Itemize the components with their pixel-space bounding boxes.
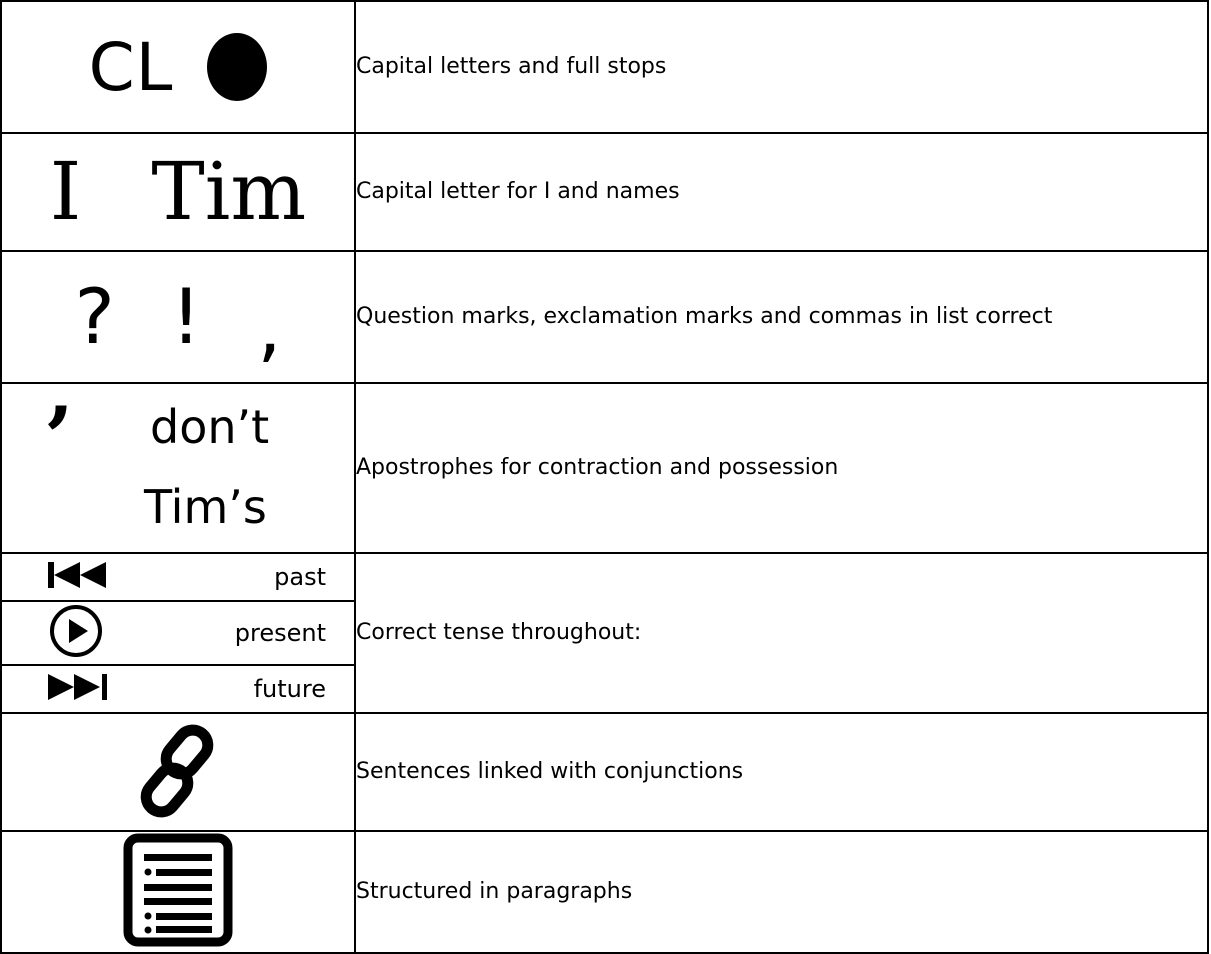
- icon-cell: [1, 1, 355, 133]
- skip-forward-icon: [48, 672, 114, 706]
- play-circle-icon: [48, 603, 104, 663]
- possession-example: Tim’s: [144, 480, 267, 534]
- icon-cell: [1, 713, 355, 831]
- comma-mark: ,: [257, 282, 282, 371]
- checklist-row-conjunctions: [1, 713, 1208, 831]
- tense-past-label: past: [274, 563, 326, 591]
- checklist-row-tense: [1, 553, 1208, 601]
- checklist-description: Sentences linked with conjunctions: [355, 713, 1208, 831]
- checklist-row-apostrophes: [1, 383, 1208, 553]
- tense-future-cell: [1, 665, 355, 713]
- full-stop-dot-icon: [207, 33, 267, 101]
- checklist-description: Question marks, exclamation marks and commas in list correct: [355, 251, 1208, 383]
- exclamation-mark: !: [170, 272, 202, 361]
- icon-cell: [1, 251, 355, 383]
- checklist-row-capital-letters: [1, 1, 1208, 133]
- punctuation-symbols: [2, 272, 354, 371]
- checklist-row-capital-i-names: [1, 133, 1208, 251]
- checklist-description: Correct tense throughout:: [355, 553, 1208, 713]
- apostrophe-symbol: [2, 384, 354, 552]
- icon-cell: [1, 133, 355, 251]
- apostrophe-mark: ’: [44, 388, 74, 487]
- tense-present-label: present: [234, 619, 326, 647]
- contraction-example: don’t: [150, 400, 270, 454]
- checklist-description: Capital letter for I and names: [355, 133, 1208, 251]
- question-mark: ?: [74, 272, 115, 361]
- tense-present-cell: [1, 601, 355, 665]
- capital-letters-text: CL: [88, 28, 174, 106]
- name-example-text: Tim: [151, 145, 307, 238]
- checklist-row-punctuation: [1, 251, 1208, 383]
- tense-past-cell: [1, 553, 355, 601]
- checklist-description: Structured in paragraphs: [355, 831, 1208, 953]
- capital-letters-symbol: [2, 29, 354, 106]
- icon-cell: [1, 383, 355, 553]
- icon-cell: [1, 831, 355, 953]
- checklist-row-paragraphs: [1, 831, 1208, 953]
- checklist-description: Capital letters and full stops: [355, 1, 1208, 133]
- capital-i-text: I: [49, 145, 82, 238]
- checklist-description: Apostrophes for contraction and possession: [355, 383, 1208, 553]
- capital-i-names-symbol: [2, 145, 354, 238]
- chain-link-icon: [128, 720, 228, 824]
- paragraph-list-icon: [122, 832, 234, 952]
- tense-future-label: future: [253, 675, 326, 703]
- skip-back-icon: [48, 560, 114, 594]
